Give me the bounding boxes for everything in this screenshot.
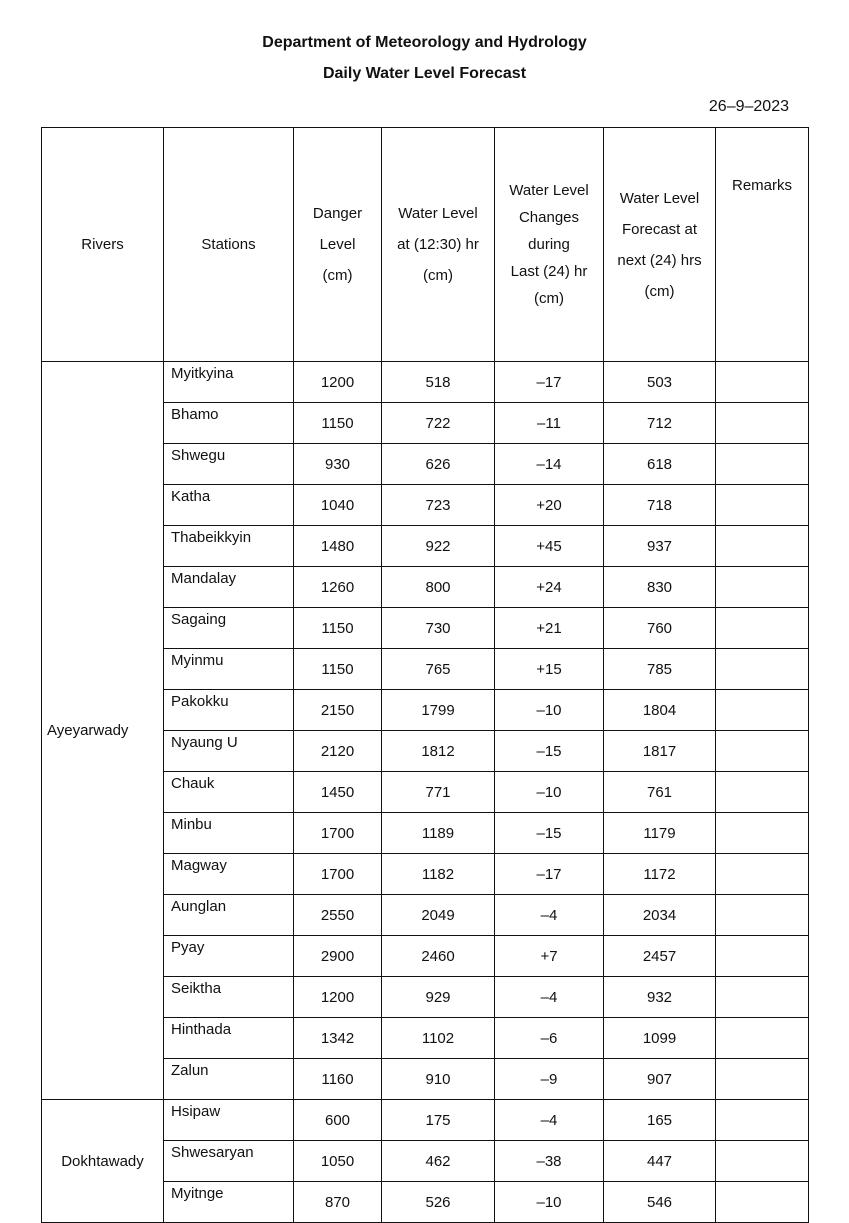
change-cell: +15 (495, 649, 604, 690)
header-remarks: Remarks (716, 128, 809, 362)
change-cell: –17 (495, 362, 604, 403)
remarks-cell (716, 485, 809, 526)
forecast-cell: 1179 (604, 813, 716, 854)
station-cell: Myinmu (164, 649, 294, 690)
forecast-cell: 761 (604, 772, 716, 813)
report-title: Daily Water Level Forecast (322, 65, 527, 82)
change-cell: –4 (495, 895, 604, 936)
report-date: 26–9–2023 (708, 98, 789, 115)
forecast-cell: 1099 (604, 1018, 716, 1059)
station-cell: Myitnge (164, 1182, 294, 1223)
danger-level-cell: 1700 (294, 854, 382, 895)
header-line: (cm) (534, 290, 564, 307)
header-stations: Stations (164, 128, 294, 362)
forecast-cell: 618 (604, 444, 716, 485)
station-cell: Magway (164, 854, 294, 895)
water-level-cell: 723 (382, 485, 495, 526)
remarks-cell (716, 608, 809, 649)
forecast-cell: 932 (604, 977, 716, 1018)
danger-level-cell: 870 (294, 1182, 382, 1223)
water-level-cell: 526 (382, 1182, 495, 1223)
header-line: (cm) (322, 267, 353, 284)
change-cell: –10 (495, 1182, 604, 1223)
change-cell: +7 (495, 936, 604, 977)
water-level-cell: 771 (382, 772, 495, 813)
header-line: Water Level (509, 182, 589, 199)
danger-level-cell: 2900 (294, 936, 382, 977)
header-line: during (528, 236, 570, 253)
change-cell: –4 (495, 977, 604, 1018)
header-line: at (12:30) hr (397, 236, 479, 253)
water-level-cell: 626 (382, 444, 495, 485)
station-cell: Thabeikkyin (164, 526, 294, 567)
station-cell: Pyay (164, 936, 294, 977)
header-line: (cm) (644, 282, 675, 300)
danger-level-cell: 1050 (294, 1141, 382, 1182)
danger-level-cell: 1150 (294, 608, 382, 649)
danger-level-cell: 1160 (294, 1059, 382, 1100)
forecast-cell: 907 (604, 1059, 716, 1100)
remarks-cell (716, 1018, 809, 1059)
change-cell: –9 (495, 1059, 604, 1100)
header-line: Last (24) hr (510, 263, 588, 280)
water-level-cell: 910 (382, 1059, 495, 1100)
forecast-cell: 2457 (604, 936, 716, 977)
danger-level-cell: 1480 (294, 526, 382, 567)
forecast-cell: 447 (604, 1141, 716, 1182)
water-level-cell: 722 (382, 403, 495, 444)
forecast-cell: 830 (604, 567, 716, 608)
station-cell: Nyaung U (164, 731, 294, 772)
water-level-cell: 2460 (382, 936, 495, 977)
forecast-cell: 1172 (604, 854, 716, 895)
remarks-cell (716, 731, 809, 772)
remarks-cell (716, 936, 809, 977)
remarks-cell (716, 895, 809, 936)
water-level-cell: 1812 (382, 731, 495, 772)
change-cell: –10 (495, 772, 604, 813)
change-cell: +21 (495, 608, 604, 649)
water-level-cell: 800 (382, 567, 495, 608)
danger-level-cell: 1200 (294, 977, 382, 1018)
forecast-cell: 760 (604, 608, 716, 649)
change-cell: +20 (495, 485, 604, 526)
danger-level-cell: 2550 (294, 895, 382, 936)
station-cell: Sagaing (164, 608, 294, 649)
station-cell: Hsipaw (164, 1100, 294, 1141)
station-cell: Seiktha (164, 977, 294, 1018)
forecast-cell: 937 (604, 526, 716, 567)
header-line: Danger (312, 205, 363, 222)
remarks-cell (716, 444, 809, 485)
danger-level-cell: 1700 (294, 813, 382, 854)
header-line: Level (319, 236, 356, 253)
station-cell: Katha (164, 485, 294, 526)
header-line: next (24) hrs (617, 251, 702, 269)
forecast-cell: 785 (604, 649, 716, 690)
danger-level-cell: 1150 (294, 403, 382, 444)
change-cell: +45 (495, 526, 604, 567)
station-cell: Shwegu (164, 444, 294, 485)
change-cell: –10 (495, 690, 604, 731)
water-level-cell: 2049 (382, 895, 495, 936)
danger-level-cell: 1450 (294, 772, 382, 813)
header-water-level-forecast (604, 128, 716, 362)
header-line: (cm) (423, 267, 453, 284)
water-level-cell: 1182 (382, 854, 495, 895)
header-danger-level (294, 128, 382, 362)
forecast-cell: 718 (604, 485, 716, 526)
station-cell: Pakokku (164, 690, 294, 731)
table-row (42, 362, 809, 403)
station-cell: Myitkyina (164, 362, 294, 403)
change-cell: +24 (495, 567, 604, 608)
change-cell: –15 (495, 731, 604, 772)
water-level-cell: 1102 (382, 1018, 495, 1059)
water-level-cell: 929 (382, 977, 495, 1018)
water-level-table (41, 127, 809, 1223)
danger-level-cell: 1342 (294, 1018, 382, 1059)
remarks-cell (716, 362, 809, 403)
station-cell: Hinthada (164, 1018, 294, 1059)
remarks-cell (716, 772, 809, 813)
remarks-cell (716, 403, 809, 444)
water-level-cell: 922 (382, 526, 495, 567)
forecast-cell: 2034 (604, 895, 716, 936)
water-level-cell: 462 (382, 1141, 495, 1182)
change-cell: –15 (495, 813, 604, 854)
danger-level-cell: 2150 (294, 690, 382, 731)
danger-level-cell: 600 (294, 1100, 382, 1141)
water-level-cell: 765 (382, 649, 495, 690)
forecast-cell: 1817 (604, 731, 716, 772)
table-row (42, 1100, 809, 1141)
danger-level-cell: 1150 (294, 649, 382, 690)
water-level-cell: 175 (382, 1100, 495, 1141)
river-cell: Ayeyarwady (42, 362, 164, 1100)
header-line: Forecast at (621, 220, 698, 238)
header-water-level (382, 128, 495, 362)
forecast-cell: 712 (604, 403, 716, 444)
remarks-cell (716, 649, 809, 690)
header-rivers: Rivers (42, 128, 164, 362)
remarks-cell (716, 567, 809, 608)
remarks-cell (716, 1100, 809, 1141)
remarks-cell (716, 526, 809, 567)
forecast-cell: 165 (604, 1100, 716, 1141)
change-cell: –14 (495, 444, 604, 485)
water-level-cell: 518 (382, 362, 495, 403)
water-level-cell: 1189 (382, 813, 495, 854)
water-level-cell: 730 (382, 608, 495, 649)
station-cell: Chauk (164, 772, 294, 813)
danger-level-cell: 1200 (294, 362, 382, 403)
station-cell: Aunglan (164, 895, 294, 936)
station-cell: Mandalay (164, 567, 294, 608)
water-level-cell: 1799 (382, 690, 495, 731)
header-water-level-changes (495, 128, 604, 362)
table-header-row (42, 128, 809, 362)
station-cell: Minbu (164, 813, 294, 854)
org-title: Department of Meteorology and Hydrology (262, 34, 587, 51)
remarks-cell (716, 854, 809, 895)
remarks-cell (716, 690, 809, 731)
header-line: Water Level (398, 205, 478, 222)
remarks-cell (716, 1059, 809, 1100)
forecast-cell: 1804 (604, 690, 716, 731)
remarks-cell (716, 1141, 809, 1182)
remarks-cell (716, 977, 809, 1018)
danger-level-cell: 1260 (294, 567, 382, 608)
change-cell: –11 (495, 403, 604, 444)
change-cell: –4 (495, 1100, 604, 1141)
change-cell: –38 (495, 1141, 604, 1182)
table-body (42, 362, 809, 1223)
header-line: Water Level (619, 189, 700, 207)
river-cell: Dokhtawady (42, 1100, 164, 1223)
station-cell: Zalun (164, 1059, 294, 1100)
remarks-cell (716, 813, 809, 854)
header-line: Changes (518, 209, 580, 226)
remarks-cell (716, 1182, 809, 1223)
change-cell: –6 (495, 1018, 604, 1059)
forecast-cell: 503 (604, 362, 716, 403)
station-cell: Bhamo (164, 403, 294, 444)
danger-level-cell: 1040 (294, 485, 382, 526)
danger-level-cell: 930 (294, 444, 382, 485)
forecast-cell: 546 (604, 1182, 716, 1223)
station-cell: Shwesaryan (164, 1141, 294, 1182)
change-cell: –17 (495, 854, 604, 895)
danger-level-cell: 2120 (294, 731, 382, 772)
